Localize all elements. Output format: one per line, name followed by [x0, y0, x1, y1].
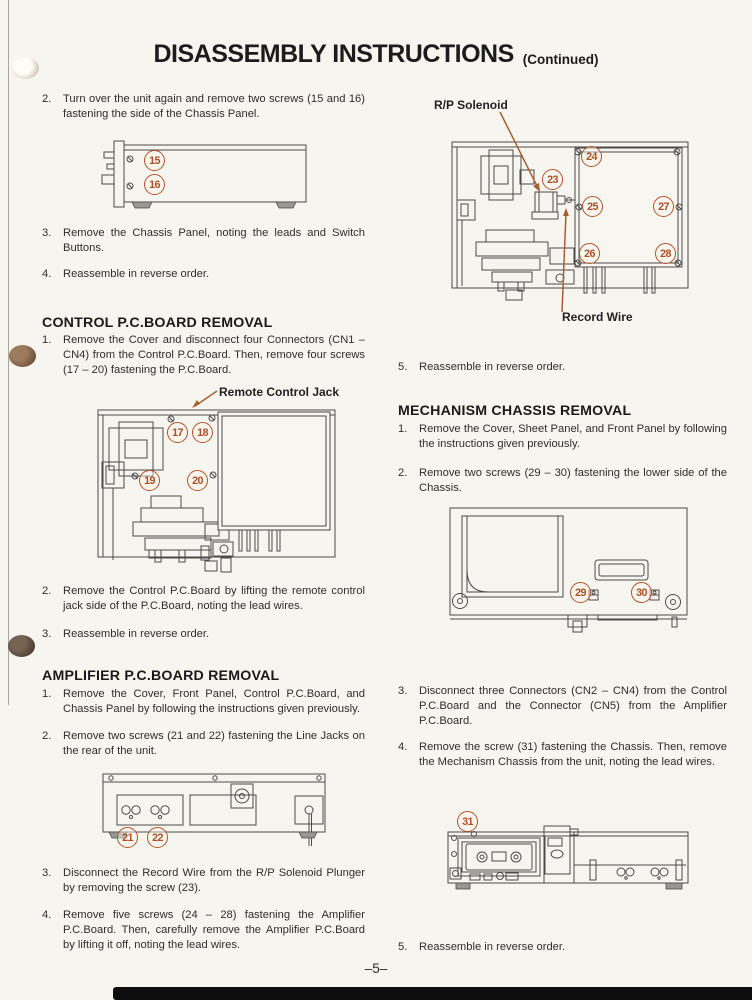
step-number: 4.	[42, 268, 52, 280]
step-number: 1.	[398, 423, 408, 435]
callout-screw-16: 16	[144, 174, 165, 195]
punch-hole-bottom	[8, 635, 35, 657]
step-number: 3.	[398, 685, 408, 697]
callout-screw-21: 21	[117, 827, 138, 848]
callout-screw-19: 19	[139, 470, 160, 491]
page-title-suffix: (Continued)	[522, 52, 599, 67]
step-number: 1.	[42, 688, 52, 700]
callout-screw-27: 27	[653, 196, 674, 217]
step-text: Remove the Cover, Sheet Panel, and Front Panel by following the instructions given previously.	[419, 423, 727, 451]
callout-screw-17: 17	[167, 422, 188, 443]
step-text: Remove five screws (24 – 28) fastening the Amplifier P.C.Board. Then, carefully remove the Amplifier P.C.Board by lifting it off, noting the lead wires.	[63, 909, 365, 952]
page-title: DISASSEMBLY INSTRUCTIONS	[153, 40, 514, 68]
step-reassemble-2	[42, 627, 365, 642]
step-number: 3.	[42, 227, 52, 239]
step-mech-4	[398, 740, 730, 770]
step-control-1	[42, 333, 365, 378]
step-number: 1.	[42, 334, 52, 346]
step-number: 4.	[42, 909, 52, 921]
step-number: 5.	[398, 361, 408, 373]
step-reassemble-4	[398, 940, 730, 955]
control-board-diagram	[93, 400, 338, 580]
rp-solenoid-label: R/P Solenoid	[434, 98, 508, 112]
step-mech-2	[398, 466, 730, 496]
step-number: 3.	[42, 867, 52, 879]
step-text: Remove the Cover and disconnect four Connectors (CN1 – CN4) from the Control P.C.Board. Then, remove four screws (17 – 20) fastening the P.C.Board.	[63, 334, 365, 377]
step-reassemble-3	[398, 360, 730, 375]
step-text: Turn over the unit again and remove two screws (15 and 16) fastening the side of the Chassis Panel.	[63, 93, 365, 121]
callout-screw-26: 26	[579, 243, 600, 264]
step-text: Remove two screws (29 – 30) fastening the lower side of the Chassis.	[419, 467, 727, 495]
step-text: Remove the Chassis Panel, noting the leads and Switch Buttons.	[63, 227, 365, 255]
remote-control-jack-label: Remote Control Jack	[219, 385, 340, 399]
scan-shadow-bar	[113, 987, 752, 1000]
page-title-row	[0, 40, 752, 69]
step-number: 2.	[42, 585, 52, 597]
callout-screw-24: 24	[581, 146, 602, 167]
step-amp-1	[42, 687, 365, 717]
callout-screw-28: 28	[655, 243, 676, 264]
step-number: 5.	[398, 941, 408, 953]
step-text: Reassemble in reverse order.	[419, 941, 566, 953]
callout-screw-25: 25	[582, 196, 603, 217]
step-text: Remove two screws (21 and 22) fastening the Line Jacks on the rear of the unit.	[63, 730, 365, 758]
step-text: Disconnect the Record Wire from the R/P Solenoid Plunger by removing the screw (23).	[63, 867, 365, 895]
callout-screw-23: 23	[542, 169, 563, 190]
step-text: Disconnect three Connectors (CN2 – CN4) from the Control P.C.Board and the Connector (CN5) from the Amplifier P.C.Board.	[419, 685, 727, 728]
callout-screw-20: 20	[187, 470, 208, 491]
heading-control-pcb-removal: CONTROL P.C.BOARD REMOVAL	[42, 315, 273, 331]
side-view-diagram	[100, 137, 315, 217]
amplifier-board-diagram	[448, 128, 693, 308]
step-number: 4.	[398, 741, 408, 753]
step-text: Remove the Control P.C.Board by lifting the remote control jack side of the P.C.Board, noting the lead wires.	[63, 585, 365, 613]
step-mech-3	[398, 684, 730, 729]
callout-screw-31: 31	[457, 811, 478, 832]
step-text: Remove the Cover, Front Panel, Control P.C.Board, and Chassis Panel by following the instructions given previously.	[63, 688, 365, 716]
step-text: Reassemble in reverse order.	[419, 361, 566, 373]
callout-screw-29: 29	[570, 582, 591, 603]
punch-hole-middle	[9, 345, 36, 367]
step-amp-2	[42, 729, 365, 759]
step-reassemble-1	[42, 267, 365, 282]
record-wire-label: Record Wire	[562, 310, 633, 324]
step-control-2	[42, 584, 365, 614]
page-number: –5–	[364, 961, 388, 976]
callout-screw-30: 30	[631, 582, 652, 603]
callout-screw-18: 18	[192, 422, 213, 443]
step-turn-over-unit	[42, 92, 365, 122]
heading-amplifier-pcb-removal: AMPLIFIER P.C.BOARD REMOVAL	[42, 668, 280, 684]
step-number: 2.	[42, 93, 52, 105]
step-text: Reassemble in reverse order.	[63, 268, 210, 280]
step-text: Remove the screw (31) fastening the Chassis. Then, remove the Mechanism Chassis from the unit, noting the lead wires.	[419, 741, 727, 769]
chassis-bottom-diagram	[420, 500, 700, 650]
step-amp-3	[42, 866, 365, 896]
step-text: Reassemble in reverse order.	[63, 628, 210, 640]
heading-mechanism-chassis-removal: MECHANISM CHASSIS REMOVAL	[398, 403, 632, 419]
callout-screw-22: 22	[147, 827, 168, 848]
callout-screw-15: 15	[144, 150, 165, 171]
step-amp-4	[42, 908, 365, 953]
step-remove-chassis-panel	[42, 226, 365, 256]
step-mech-1	[398, 422, 730, 452]
step-number: 3.	[42, 628, 52, 640]
step-number: 2.	[42, 730, 52, 742]
step-number: 2.	[398, 467, 408, 479]
front-view-diagram	[440, 802, 700, 902]
